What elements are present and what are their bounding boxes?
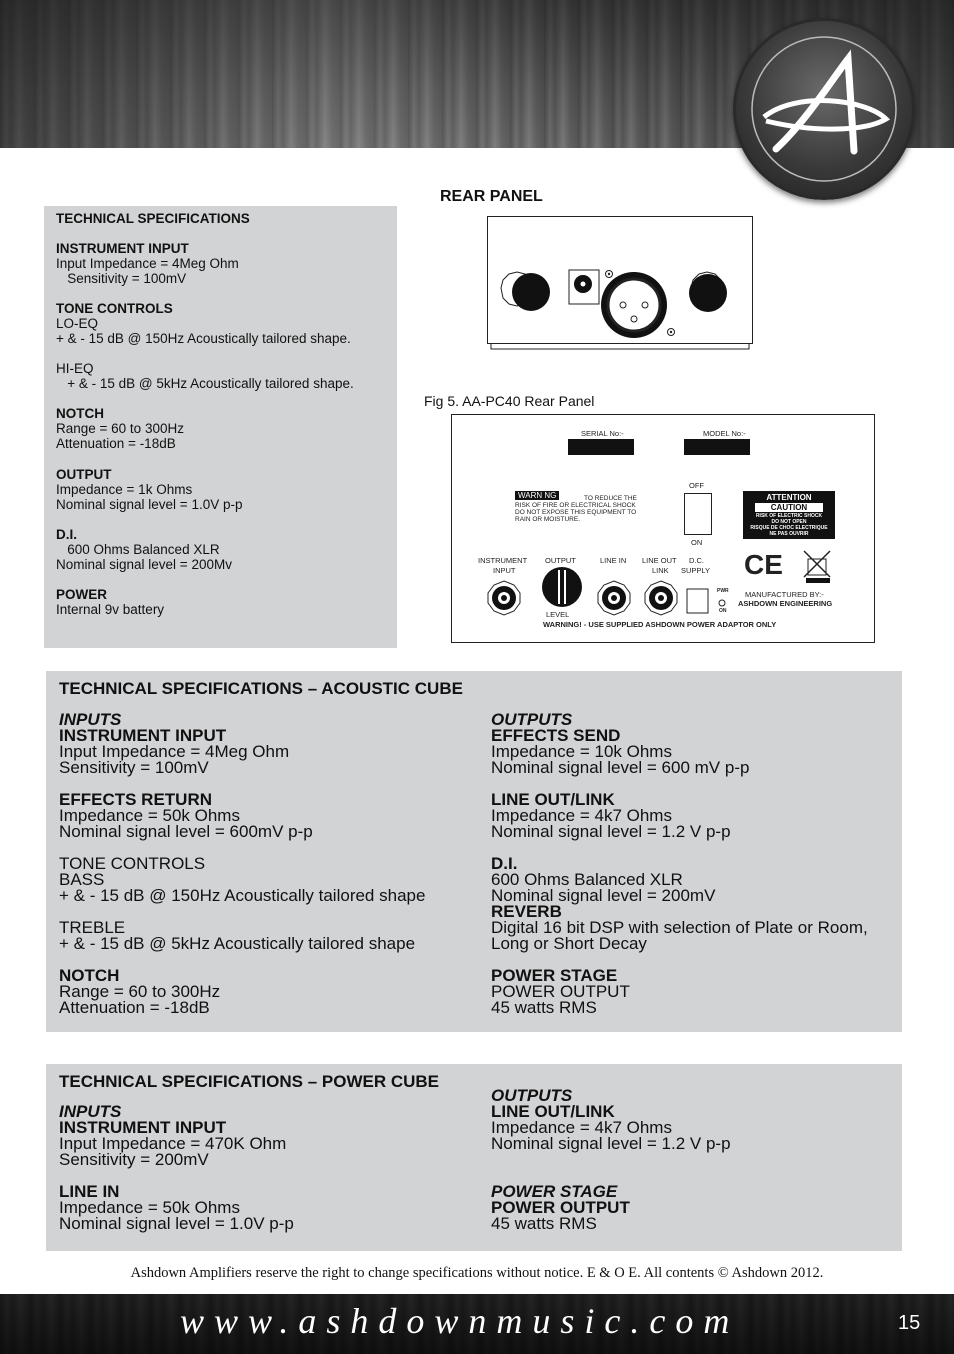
outputs-heading: OUTPUTS bbox=[491, 1086, 573, 1105]
spec-line: Input Impedance = 4Meg Ohm bbox=[59, 742, 290, 761]
tone-controls-heading: TONE CONTROLS bbox=[59, 854, 206, 873]
instrument-input-heading: INSTRUMENT INPUT bbox=[56, 241, 189, 256]
spec-line: Impedance = 1k Ohms bbox=[56, 482, 193, 497]
dc-supply-socket bbox=[687, 589, 708, 613]
pwr-led-icon bbox=[719, 600, 725, 606]
acoustic-inputs-column bbox=[59, 712, 425, 1016]
line-in-heading: LINE IN bbox=[59, 1182, 120, 1201]
di-heading: D.I. bbox=[56, 527, 78, 542]
line-out-jack-icon bbox=[645, 581, 677, 615]
spec-line: Sensitivity = 200mV bbox=[59, 1150, 209, 1169]
spec-line: Impedance = 50k Ohms bbox=[59, 1198, 240, 1217]
ce-mark: CE bbox=[744, 549, 783, 580]
caution-text: CAUTION bbox=[755, 503, 823, 512]
tech-specs-title: TECHNICAL SPECIFICATIONS bbox=[56, 211, 250, 226]
spec-line: Nominal signal level = 1.2 V p-p bbox=[491, 822, 731, 841]
di-heading: D.I. bbox=[491, 854, 518, 873]
spec-line: Long or Short Decay bbox=[491, 934, 647, 953]
instrument-input-heading: INSTRUMENT INPUT bbox=[59, 726, 227, 745]
spec-line: Sensitivity = 100mV bbox=[59, 758, 209, 777]
supply-label: SUPPLY bbox=[681, 566, 711, 575]
rear-panel-illustration bbox=[487, 216, 753, 350]
switch-off-label: OFF bbox=[689, 481, 704, 490]
dc-label: D.C. bbox=[689, 556, 704, 565]
model-label: MODEL No:- bbox=[703, 429, 746, 438]
acoustic-cube-title: TECHNICAL SPECIFICATIONS – ACOUSTIC CUBE bbox=[59, 679, 463, 698]
spec-line: Nominal signal level = 600mV p-p bbox=[59, 822, 313, 841]
spec-line: POWER OUTPUT bbox=[491, 982, 630, 1001]
level-label: LEVEL bbox=[546, 610, 570, 619]
inputs-heading: INPUTS bbox=[59, 710, 122, 729]
spec-line: Range = 60 to 300Hz bbox=[59, 982, 221, 1001]
power-heading: POWER bbox=[56, 587, 108, 602]
tech-specs-box bbox=[44, 206, 397, 648]
reverb-heading: REVERB bbox=[491, 902, 562, 921]
spec-line: Attenuation = -18dB bbox=[59, 998, 210, 1017]
instrument-label: INSTRUMENT bbox=[478, 556, 528, 565]
link-label: LINK bbox=[652, 566, 669, 575]
warning-text: RISK OF FIRE OR ELECTRICAL SHOCK bbox=[515, 502, 636, 509]
spec-line: 600 Ohms Balanced XLR bbox=[56, 542, 220, 557]
spec-line: 45 watts RMS bbox=[491, 1214, 597, 1233]
amp-panel-diagram bbox=[451, 414, 875, 643]
power-stage-heading: POWER STAGE bbox=[491, 966, 618, 985]
spec-line: + & - 15 dB @ 150Hz Acoustically tailored shape. bbox=[56, 331, 351, 346]
switch-on-label: ON bbox=[691, 538, 703, 547]
spec-line: + & - 15 dB @ 5kHz Acoustically tailored shape bbox=[59, 934, 416, 953]
caution-line: RISQUE DE CHOC ELECTRIQUE bbox=[750, 525, 828, 531]
instrument-jack-icon bbox=[488, 581, 520, 615]
notch-heading: NOTCH bbox=[56, 406, 104, 421]
output-heading: OUTPUT bbox=[56, 467, 112, 482]
output-label: OUTPUT bbox=[545, 556, 576, 565]
spec-line: Digital 16 bit DSP with selection of Plate or Room, bbox=[491, 918, 868, 937]
inputs-heading: INPUTS bbox=[59, 1102, 122, 1121]
bottom-warning: WARNING! - USE SUPPLIED ASHDOWN POWER ADAPTOR ONLY bbox=[543, 620, 777, 629]
page-number: 15 bbox=[898, 1312, 921, 1334]
power-stage-heading: POWER STAGE bbox=[491, 1182, 618, 1201]
warning-text: DO NOT EXPOSE THIS EQUIPMENT TO bbox=[515, 509, 637, 516]
caution-line: RISK OF ELECTRIC SHOCK bbox=[755, 513, 823, 519]
line-in-label: LINE IN bbox=[600, 556, 627, 565]
spec-line: Nominal signal level = 200mV bbox=[491, 886, 716, 905]
serial-label: SERIAL No:- bbox=[581, 429, 624, 438]
spec-line: Nominal signal level = 600 mV p-p bbox=[491, 758, 750, 777]
input-label: INPUT bbox=[493, 566, 516, 575]
spec-line: 45 watts RMS bbox=[491, 998, 597, 1017]
effects-send-heading: EFFECTS SEND bbox=[491, 726, 621, 745]
spec-line: + & - 15 dB @ 5kHz Acoustically tailored shape. bbox=[56, 376, 354, 391]
spec-line: + & - 15 dB @ 150Hz Acoustically tailored shape bbox=[59, 886, 426, 905]
effects-return-heading: EFFECTS RETURN bbox=[59, 790, 212, 809]
spec-line: Input Impedance = 470K Ohm bbox=[59, 1134, 287, 1153]
line-in-jack-icon bbox=[598, 581, 630, 615]
warning-text: RAIN OR MOISTURE. bbox=[515, 516, 581, 523]
ashdown-a-logo-icon bbox=[736, 21, 912, 197]
spec-line: Impedance = 4k7 Ohms bbox=[491, 806, 672, 825]
spec-line: LO-EQ bbox=[56, 316, 99, 331]
notch-heading: NOTCH bbox=[59, 966, 120, 985]
spec-line: Impedance = 10k Ohms bbox=[491, 742, 672, 761]
line-out-heading: LINE OUT/LINK bbox=[491, 1102, 615, 1121]
instrument-input-heading: INSTRUMENT INPUT bbox=[59, 1118, 227, 1137]
spec-line: Internal 9v battery bbox=[56, 602, 165, 617]
weee-bin-icon bbox=[804, 551, 830, 583]
caution-line: NE PAS OUVRIR bbox=[769, 531, 809, 537]
website-url[interactable]: www.ashdownmusic.com bbox=[180, 1301, 740, 1341]
line-out-heading: LINE OUT/LINK bbox=[491, 790, 615, 809]
panel-controls-icon bbox=[452, 415, 876, 644]
power-cube-title: TECHNICAL SPECIFICATIONS – POWER CUBE bbox=[59, 1072, 440, 1091]
warning-text: TO REDUCE THE bbox=[584, 495, 637, 502]
spec-line: Range = 60 to 300Hz bbox=[56, 421, 184, 436]
figure-caption: Fig 5. AA-PC40 Rear Panel bbox=[424, 393, 595, 409]
spec-line: Input Impedance = 4Meg Ohm bbox=[56, 256, 239, 271]
caution-line: DO NOT OPEN bbox=[771, 519, 807, 525]
line-out-label: LINE OUT bbox=[642, 556, 677, 565]
spec-line: Impedance = 50k Ohms bbox=[59, 806, 240, 825]
spec-line: Nominal signal level = 1.0V p-p bbox=[59, 1214, 294, 1233]
power-inputs-column bbox=[59, 1104, 294, 1232]
warning-tag: WARN NG bbox=[515, 491, 559, 500]
pwr-on-label: ON bbox=[719, 608, 727, 614]
level-knob-icon bbox=[542, 567, 582, 607]
attention-text: ATTENTION bbox=[766, 493, 812, 502]
rear-panel-heading: REAR PANEL bbox=[440, 188, 543, 205]
tone-controls-heading: TONE CONTROLS bbox=[56, 301, 173, 316]
spec-line: Attenuation = -18dB bbox=[56, 436, 176, 451]
ashdown-logo-badge bbox=[733, 18, 915, 200]
power-cube-specs bbox=[46, 1064, 902, 1251]
pwr-label: PWR bbox=[717, 588, 729, 594]
power-output-heading: POWER OUTPUT bbox=[491, 1198, 630, 1217]
manufactured-label: MANUFACTURED BY:- bbox=[745, 590, 824, 599]
spec-line: Nominal signal level = 200Mv bbox=[56, 557, 232, 572]
spec-line: Sensitivity = 100mV bbox=[56, 271, 187, 286]
acoustic-cube-specs bbox=[46, 671, 902, 1032]
spec-line: Impedance = 4k7 Ohms bbox=[491, 1118, 672, 1137]
spec-line: TREBLE bbox=[59, 918, 126, 937]
outputs-heading: OUTPUTS bbox=[491, 710, 573, 729]
spec-line: Nominal signal level = 1.2 V p-p bbox=[491, 1134, 731, 1153]
spec-line: BASS bbox=[59, 870, 105, 889]
spec-line: 600 Ohms Balanced XLR bbox=[491, 870, 683, 889]
disclaimer: Ashdown Amplifiers reserve the right to change specifications without notice. E & O E. All contents © Ashdown 2012. bbox=[130, 1265, 824, 1281]
spec-line: Nominal signal level = 1.0V p-p bbox=[56, 497, 243, 512]
spec-line: HI-EQ bbox=[56, 361, 94, 376]
power-outputs-column bbox=[491, 1088, 731, 1232]
maker-label: ASHDOWN ENGINEERING bbox=[738, 599, 833, 608]
acoustic-outputs-column bbox=[491, 712, 868, 1016]
